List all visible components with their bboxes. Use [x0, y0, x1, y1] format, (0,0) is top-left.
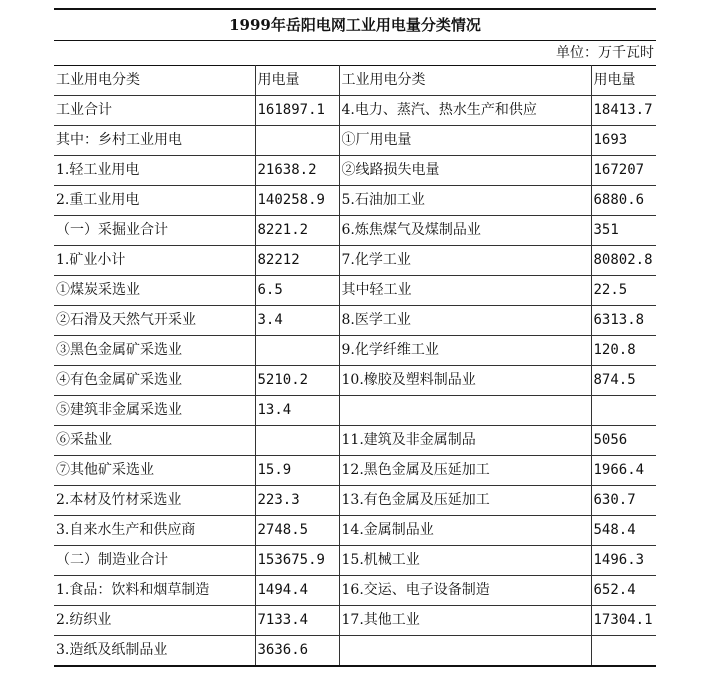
right-category-cell: 12.黑色金属及压延加工 — [339, 456, 591, 486]
right-value-cell: 120.8 — [591, 336, 656, 366]
right-category-cell: 4.电力、蒸汽、热水生产和供应 — [339, 96, 591, 126]
right-category-cell: 16.交运、电子设备制造 — [339, 576, 591, 606]
right-value-cell: 630.7 — [591, 486, 656, 516]
left-value-cell: 15.9 — [255, 456, 339, 486]
right-category-cell: 13.有色金属及压延加工 — [339, 486, 591, 516]
right-value-cell: 548.4 — [591, 516, 656, 546]
right-value-cell: 351 — [591, 216, 656, 246]
left-value-cell: 21638.2 — [255, 156, 339, 186]
left-category-cell: ②石滑及天然气开采业 — [54, 306, 255, 336]
table-row — [54, 516, 656, 546]
left-category-cell: ⑦其他矿采选业 — [54, 456, 255, 486]
left-value-cell: 82212 — [255, 246, 339, 276]
left-category-cell: （一）采掘业合计 — [54, 216, 255, 246]
left-value-cell: 140258.9 — [255, 186, 339, 216]
right-category-cell: 10.橡胶及塑料制品业 — [339, 366, 591, 396]
left-value-cell — [255, 426, 339, 456]
header-right-value: 用电量 — [593, 72, 636, 88]
table-row — [54, 156, 656, 186]
right-value-cell: 1693 — [591, 126, 656, 156]
right-category-cell: 6.炼焦煤气及煤制品业 — [339, 216, 591, 246]
header-left-category: 工业用电分类 — [54, 66, 255, 96]
left-category-cell: 其中：乡村工业用电 — [54, 126, 255, 156]
table-row — [54, 336, 656, 366]
left-value-cell: 13.4 — [255, 396, 339, 426]
left-category-cell: 1.矿业小计 — [54, 246, 255, 276]
right-category-cell: 5.石油加工业 — [339, 186, 591, 216]
electricity-usage-table — [54, 65, 656, 667]
left-category-cell: 工业合计 — [54, 96, 255, 126]
right-category-cell: 14.金属制品业 — [339, 516, 591, 546]
left-value-cell: 153675.9 — [255, 546, 339, 576]
right-category-cell: 11.建筑及非金属制品 — [339, 426, 591, 456]
left-category-cell: 3.造纸及纸制品业 — [54, 636, 255, 667]
right-category-cell — [339, 636, 591, 667]
table-header-row — [54, 66, 656, 96]
table-row — [54, 246, 656, 276]
table-row — [54, 96, 656, 126]
left-category-cell: ①煤炭采选业 — [54, 276, 255, 306]
left-value-cell: 2748.5 — [255, 516, 339, 546]
table-row — [54, 186, 656, 216]
right-value-cell: 18413.7 — [591, 96, 656, 126]
right-value-cell: 6880.6 — [591, 186, 656, 216]
right-value-cell — [591, 636, 656, 667]
right-category-cell: 其中轻工业 — [339, 276, 591, 306]
right-category-cell — [339, 396, 591, 426]
left-value-cell: 161897.1 — [255, 96, 339, 126]
left-value-cell: 3636.6 — [255, 636, 339, 667]
table-row — [54, 366, 656, 396]
right-category-cell: 15.机械工业 — [339, 546, 591, 576]
table-body — [54, 66, 656, 667]
table-row — [54, 276, 656, 306]
header-left-value: 用电量 — [255, 66, 339, 96]
left-category-cell: 2.本材及竹材采选业 — [54, 486, 255, 516]
left-category-cell: ③黑色金属矿采选业 — [54, 336, 255, 366]
left-category-cell: （二）制造业合计 — [54, 546, 255, 576]
left-category-cell: ⑥采盐业 — [54, 426, 255, 456]
left-category-cell: 1.食品：饮料和烟草制造 — [54, 576, 255, 606]
left-category-cell: 2.纺织业 — [54, 606, 255, 636]
table-row — [54, 606, 656, 636]
table-title: 1999年岳阳电网工业用电量分类情况 — [54, 8, 656, 40]
right-category-cell: 9.化学纤维工业 — [339, 336, 591, 366]
left-value-cell: 6.5 — [255, 276, 339, 306]
right-value-cell: 652.4 — [591, 576, 656, 606]
left-category-cell: 1.轻工业用电 — [54, 156, 255, 186]
left-value-cell — [255, 336, 339, 366]
left-value-cell — [255, 126, 339, 156]
right-category-cell: ②线路损失电量 — [339, 156, 591, 186]
header-right-category: 工业用电分类 — [339, 66, 591, 96]
right-category-cell: 8.医学工业 — [339, 306, 591, 336]
left-category-cell: ④有色金属矿采选业 — [54, 366, 255, 396]
right-value-cell: 5056 — [591, 426, 656, 456]
left-value-cell: 8221.2 — [255, 216, 339, 246]
right-value-cell: 1496.3 — [591, 546, 656, 576]
right-value-cell: 80802.8 — [591, 246, 656, 276]
unit-note: 单位：万千瓦时 — [54, 40, 656, 65]
right-value-cell — [591, 396, 656, 426]
right-value-cell: 167207 — [591, 156, 656, 186]
table-row — [54, 636, 656, 667]
left-value-cell: 5210.2 — [255, 366, 339, 396]
left-value-cell: 7133.4 — [255, 606, 339, 636]
right-category-cell: 17.其他工业 — [339, 606, 591, 636]
right-category-cell: 7.化学工业 — [339, 246, 591, 276]
table-row — [54, 426, 656, 456]
left-value-cell: 1494.4 — [255, 576, 339, 606]
table-row — [54, 456, 656, 486]
table-row — [54, 126, 656, 156]
left-category-cell: ⑤建筑非金属采选业 — [54, 396, 255, 426]
right-category-cell: ①厂用电量 — [339, 126, 591, 156]
table-row — [54, 396, 656, 426]
table-row — [54, 546, 656, 576]
left-value-cell: 223.3 — [255, 486, 339, 516]
right-value-cell: 17304.1 — [591, 606, 656, 636]
table-row — [54, 216, 656, 246]
statistics-document — [54, 8, 656, 667]
right-value-cell: 6313.8 — [591, 306, 656, 336]
table-row — [54, 576, 656, 606]
right-value-cell: 1966.4 — [591, 456, 656, 486]
right-value-cell: 874.5 — [591, 366, 656, 396]
right-value-cell: 22.5 — [591, 276, 656, 306]
left-value-cell: 3.4 — [255, 306, 339, 336]
left-category-cell: 3.自来水生产和供应商 — [54, 516, 255, 546]
left-category-cell: 2.重工业用电 — [54, 186, 255, 216]
table-row — [54, 306, 656, 336]
table-row — [54, 486, 656, 516]
